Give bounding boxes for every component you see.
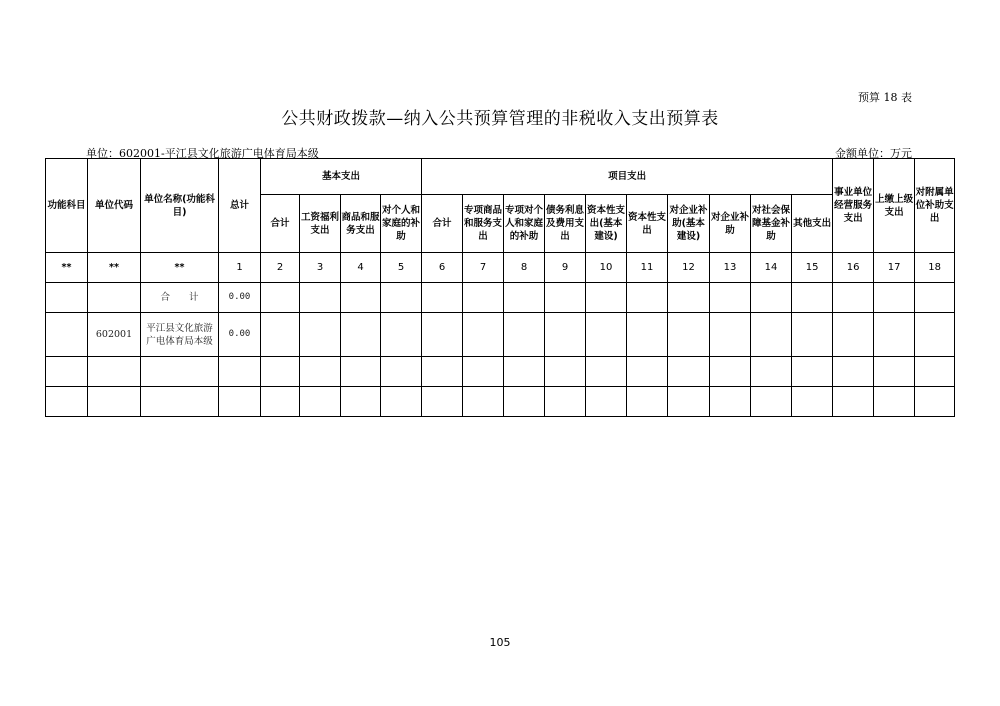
header-proj-personal: 专项对个人和家庭的补助 <box>504 195 545 253</box>
index-cell: 9 <box>545 253 586 283</box>
index-cell: 1 <box>219 253 261 283</box>
unit-label: 单位：602001-平江县文化旅游广电体育局本级 <box>86 147 319 160</box>
header-basic-sum: 合计 <box>261 195 300 253</box>
index-cell: 14 <box>751 253 792 283</box>
header-unit-code: 单位代码 <box>88 159 141 253</box>
header-project-group: 项目支出 <box>422 159 833 195</box>
index-cell: 8 <box>504 253 545 283</box>
index-cell: 3 <box>300 253 341 283</box>
header-business-subsidy: 事业单位经营服务支出 <box>833 159 874 253</box>
header-total: 总计 <box>219 159 261 253</box>
header-proj-capital-build: 资本性支出(基本建设) <box>586 195 627 253</box>
unit-name-cell: 平江县文化旅游广电体育局本级 <box>141 313 219 357</box>
index-row <box>46 253 955 283</box>
index-cell: 7 <box>463 253 504 283</box>
index-cell: 11 <box>627 253 668 283</box>
index-cell: 15 <box>792 253 833 283</box>
index-cell: ** <box>141 253 219 283</box>
index-cell: 12 <box>668 253 710 283</box>
total-cell: 0.00 <box>219 313 261 357</box>
table-row-unit <box>46 313 955 357</box>
table-row-empty <box>46 357 955 387</box>
index-cell: 10 <box>586 253 627 283</box>
amount-unit-label: 金额单位：万元 <box>835 147 912 160</box>
header-basic-group: 基本支出 <box>261 159 422 195</box>
table-row-total <box>46 283 955 313</box>
header-basic-personal: 对个人和家庭的补助 <box>381 195 422 253</box>
header-proj-enterprise-build: 对企业补助(基本建设) <box>668 195 710 253</box>
page-title: 公共财政拨款—纳入公共预算管理的非税收入支出预算表 <box>281 109 719 129</box>
func-subject-cell <box>46 283 88 313</box>
total-cell: 0.00 <box>219 283 261 313</box>
header-unit-name: 单位名称(功能科目) <box>141 159 219 253</box>
index-cell: 5 <box>381 253 422 283</box>
unit-code-cell: 602001 <box>88 313 141 357</box>
index-cell: 13 <box>710 253 751 283</box>
header-basic-wage: 工资福利支出 <box>300 195 341 253</box>
header-proj-goods: 专项商品和服务支出 <box>463 195 504 253</box>
unit-name-cell: 合 计 <box>141 283 219 313</box>
header-func-subject: 功能科目 <box>46 159 88 253</box>
header-proj-sum: 合计 <box>422 195 463 253</box>
header-proj-debt: 债务利息及费用支出 <box>545 195 586 253</box>
index-cell: ** <box>46 253 88 283</box>
header-affiliate-subsidy: 对附属单位补助支出 <box>915 159 955 253</box>
func-subject-cell <box>46 313 88 357</box>
header-proj-social: 对社会保障基金补助 <box>751 195 792 253</box>
header-proj-other: 其他支出 <box>792 195 833 253</box>
form-number-label: 预算 18 表 <box>858 91 912 104</box>
index-cell: 4 <box>341 253 381 283</box>
index-cell: 2 <box>261 253 300 283</box>
header-basic-goods: 商品和服务支出 <box>341 195 381 253</box>
table-row-empty <box>46 387 955 417</box>
index-cell: 6 <box>422 253 463 283</box>
header-proj-capital: 资本性支出 <box>627 195 668 253</box>
header-proj-enterprise: 对企业补助 <box>710 195 751 253</box>
page-number: 105 <box>489 636 511 649</box>
index-cell: 18 <box>915 253 955 283</box>
index-cell: 17 <box>874 253 915 283</box>
header-upper-payment: 上缴上级支出 <box>874 159 915 253</box>
index-cell: ** <box>88 253 141 283</box>
budget-table <box>45 158 955 417</box>
unit-code-cell <box>88 283 141 313</box>
index-cell: 16 <box>833 253 874 283</box>
